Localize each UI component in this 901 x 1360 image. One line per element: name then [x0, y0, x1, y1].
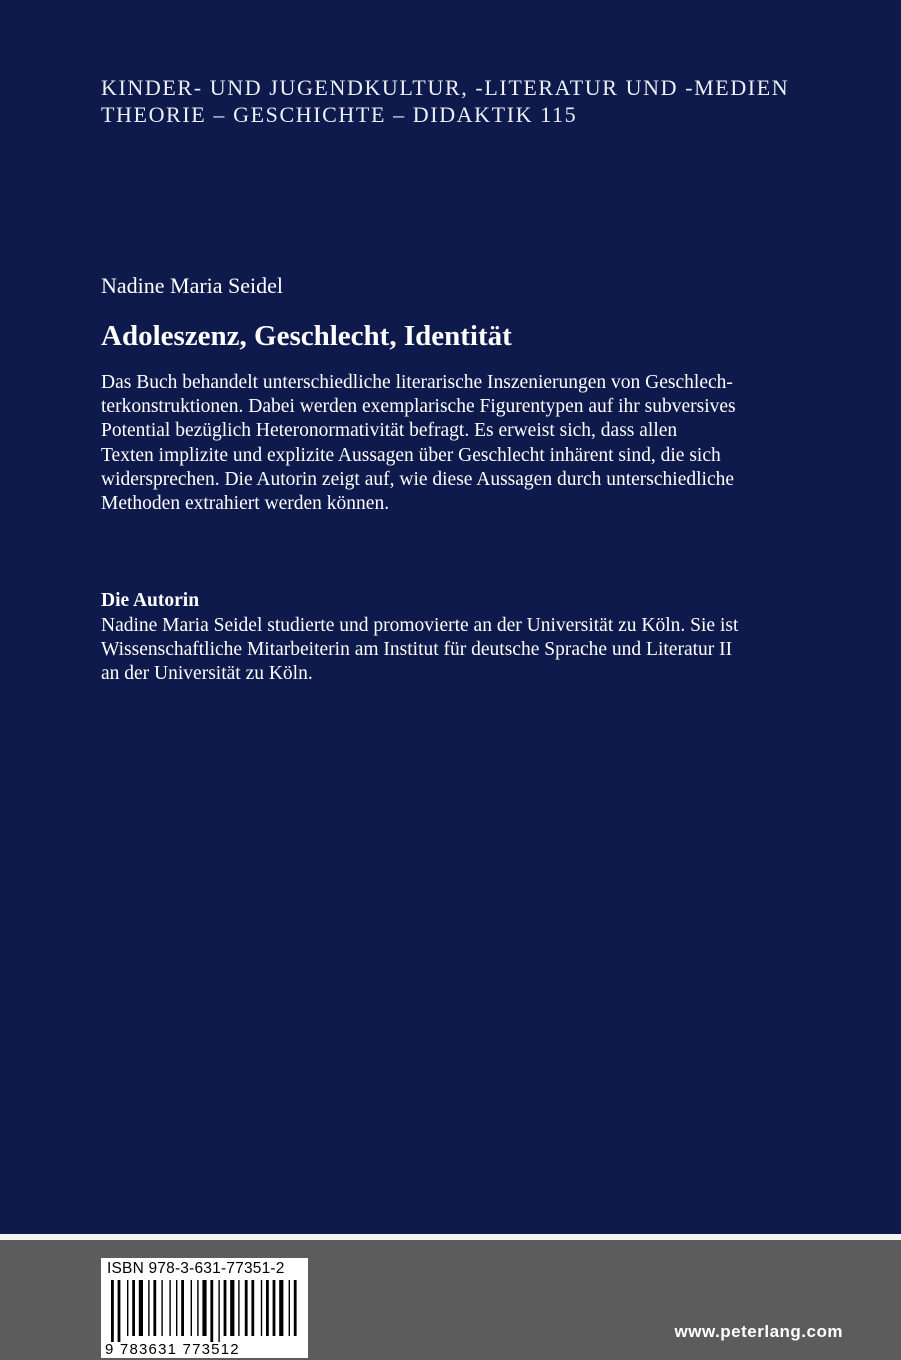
description-line: Methoden extrahiert werden können. [101, 493, 390, 515]
isbn-label: ISBN 978-3-631-77351-2 [107, 1260, 285, 1277]
barcode-bar [139, 1280, 143, 1336]
barcode-bar [294, 1280, 297, 1336]
barcode-bar [273, 1280, 276, 1336]
book-title: Adoleszenz, Geschlecht, Identität [101, 320, 512, 352]
barcode-bar [251, 1280, 254, 1336]
description-line: widersprechen. Die Autorin zeigt auf, wie diese Aussagen durch unterschiedliche [101, 468, 734, 490]
barcode-bar [161, 1280, 162, 1336]
about-author-text [101, 614, 841, 687]
barcode-bar [132, 1280, 135, 1336]
series-title [101, 74, 789, 128]
barcode-icon [105, 1280, 304, 1342]
book-description [101, 371, 841, 516]
barcode-bar [153, 1280, 156, 1336]
barcode-bar [224, 1280, 227, 1336]
description-line: Texten implizite und explizite Aussagen über Geschlecht inhärent sind, die sich [101, 444, 721, 466]
barcode-bar [191, 1280, 192, 1336]
about-line: Wissenschaftliche Mitarbeiterin am Institut für deutsche Sprache und Literatur II [101, 639, 733, 661]
publisher-website: www.peterlang.com [674, 1322, 843, 1341]
barcode-bar [245, 1280, 248, 1336]
about-author-heading: Die Autorin [101, 590, 200, 611]
barcode-bar [218, 1280, 219, 1342]
barcode-bar [197, 1280, 198, 1336]
barcode-bar [279, 1280, 283, 1336]
series-line-1: KINDER- UND JUGENDKULTUR, -LITERATUR UND -MEDIEN [101, 75, 790, 100]
barcode-bar [238, 1280, 239, 1336]
barcode-bar [230, 1280, 234, 1336]
barcode-digits: 9 783631 773512 [105, 1341, 240, 1358]
description-line: Potential bezüglich Heteronormativität befragt. Es erweist sich, dass allen [101, 420, 678, 442]
about-line: Nadine Maria Seidel studierte und promovierte an der Universität zu Köln. Sie ist [101, 615, 739, 636]
barcode-bar [210, 1280, 213, 1342]
description-line: Das Buch behandelt unterschiedliche literarische Inszenierungen von Geschlech- [101, 372, 733, 393]
about-line: an der Universität zu Köln. [101, 663, 313, 685]
description-line: terkonstruktionen. Dabei werden exemplarische Figurentypen auf ihr subversives [101, 396, 736, 418]
footer-band [0, 1240, 901, 1360]
isbn-barcode [101, 1258, 308, 1358]
barcode-bar [202, 1280, 206, 1336]
barcode-bar [118, 1280, 121, 1342]
barcode-bar [289, 1280, 290, 1336]
barcode-bar [266, 1280, 269, 1336]
barcode-bar [111, 1280, 114, 1342]
barcode-bar [176, 1280, 177, 1336]
series-line-2: THEORIE – GESCHICHTE – DIDAKTIK 115 [101, 102, 578, 127]
barcode-bar [148, 1280, 149, 1336]
author-name: Nadine Maria Seidel [101, 273, 284, 298]
barcode-bar [169, 1280, 170, 1336]
barcode-bar [261, 1280, 262, 1336]
barcode-bar [181, 1280, 184, 1336]
barcode-bar [127, 1280, 128, 1336]
